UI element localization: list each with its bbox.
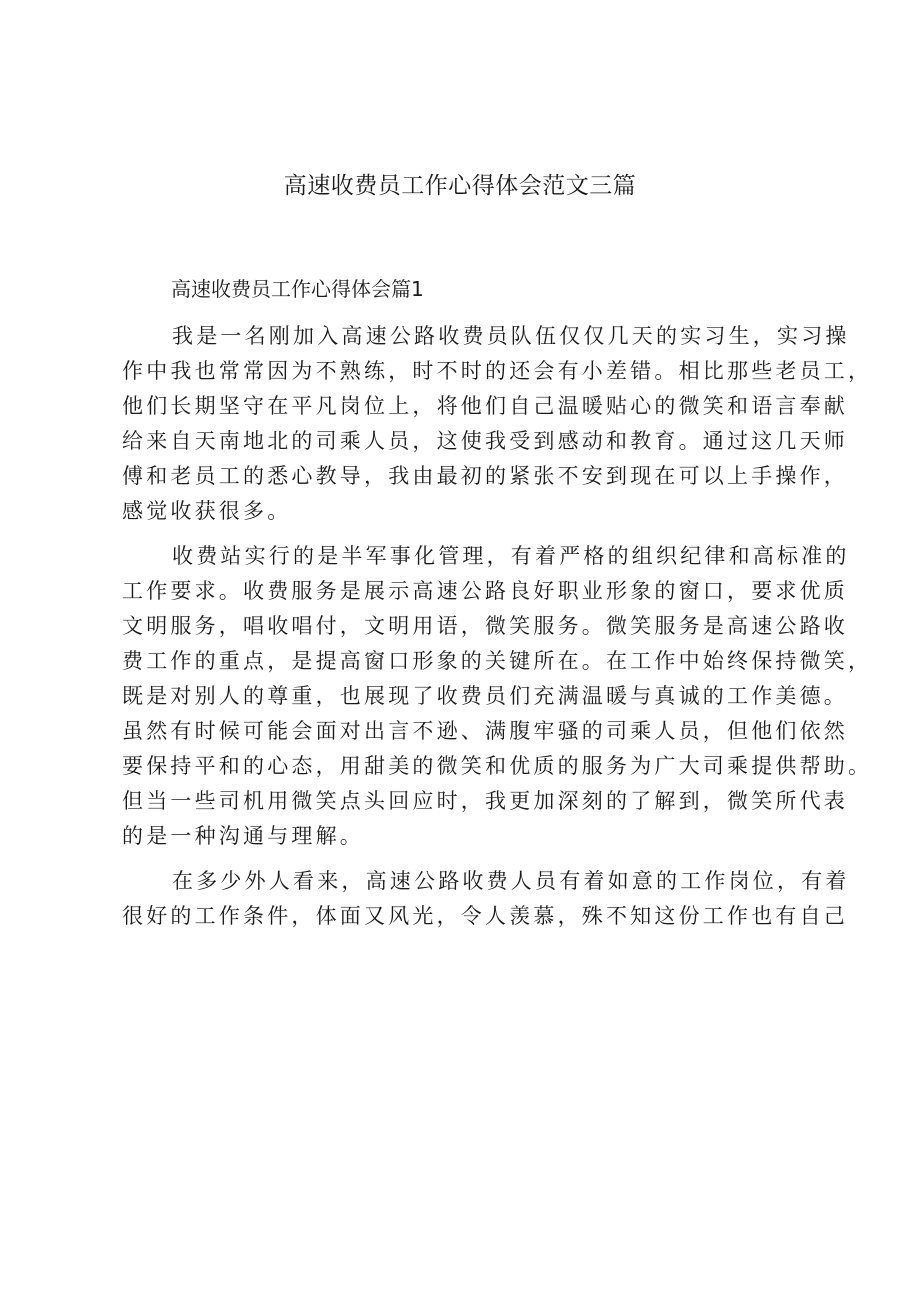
text-line: 费工作的重点，是提高窗口形象的关键所在。在工作中始终保持微笑， xyxy=(122,649,873,673)
paragraph-2 xyxy=(122,539,873,854)
text-line: 文明服务，唱收唱付，文明用语，微笑服务。微笑服务是高速公路收 xyxy=(122,614,848,638)
document-body xyxy=(122,319,873,934)
section-heading: 高速收费员工作心得体会篇1 xyxy=(171,277,424,301)
text-line: 但当一些司机用微笑点头回应时，我更加深刻的了解到，微笑所代表 xyxy=(122,789,848,813)
text-line: 很好的工作条件，体面又风光，令人羡慕，殊不知这份工作也有自己 xyxy=(122,904,848,928)
document-title: 高速收费员工作心得体会范文三篇 xyxy=(283,173,637,199)
text-line: 他们长期坚守在平凡岗位上，将他们自己温暖贴心的微笑和语言奉献 xyxy=(122,394,848,418)
text-line: 既是对别人的尊重，也展现了收费员们充满温暖与真诚的工作美德。 xyxy=(122,684,848,708)
text-line: 给来自天南地北的司乘人员，这使我受到感动和教育。通过这几天师 xyxy=(122,429,848,453)
paragraph-1 xyxy=(122,319,873,529)
text-line: 虽然有时候可能会面对出言不逊、满腹牢骚的司乘人员，但他们依然 xyxy=(122,719,848,743)
paragraph-3 xyxy=(122,864,850,934)
text-line: 收费站实行的是半军事化管理，有着严格的组织纪律和高标准的 xyxy=(172,544,850,568)
text-line: 在多少外人看来，高速公路收费人员有着如意的工作岗位，有着 xyxy=(172,869,850,893)
text-line: 要保持平和的心态，用甜美的微笑和优质的服务为广大司乘提供帮助。 xyxy=(122,754,873,778)
text-line: 的是一种沟通与理解。 xyxy=(122,824,364,848)
text-line: 我是一名刚加入高速公路收费员队伍仅仅几天的实习生，实习操 xyxy=(172,324,850,348)
text-line: 感觉收获很多。 xyxy=(122,499,292,523)
text-line: 傅和老员工的悉心教导，我由最初的紧张不安到现在可以上手操作， xyxy=(122,464,848,488)
text-line: 工作要求。收费服务是展示高速公路良好职业形象的窗口，要求优质 xyxy=(122,579,848,603)
text-line: 作中我也常常因为不熟练，时不时的还会有小差错。相比那些老员工， xyxy=(122,359,873,383)
